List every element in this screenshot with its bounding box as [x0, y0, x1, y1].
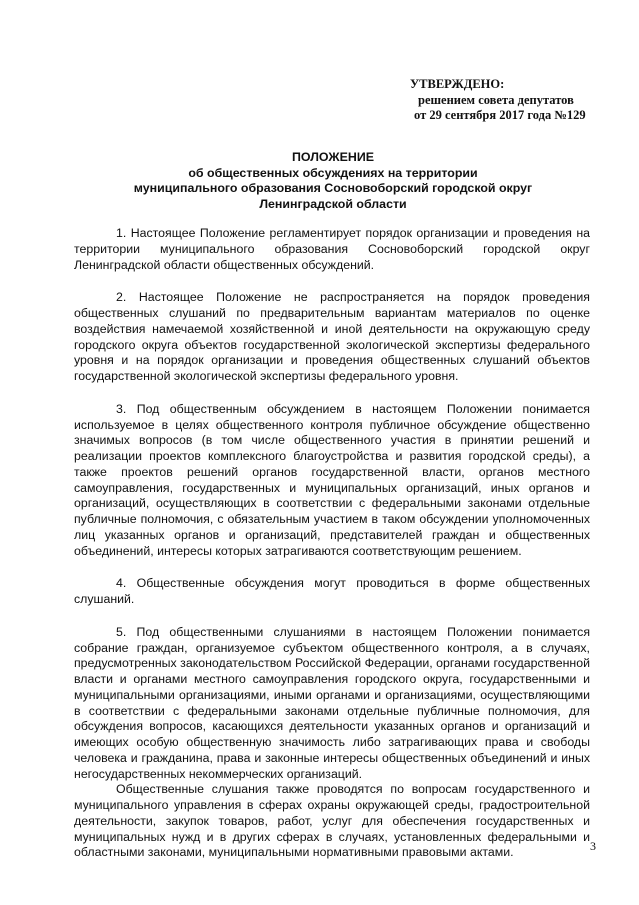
document-title	[40, 150, 626, 212]
document-body	[74, 226, 590, 861]
paragraph-5-continuation: Общественные слушания также проводятся по вопросам государственного и муниципального управления в сферах охраны окружающей среды, градостроительной деятельности, закупок товаров, работ, услуг для обеспечения государственных и муниципальных нужд и в других сферах в случаях, установленных федеральными и областными законами, муниципальными нормативными правовыми актами.	[74, 782, 590, 860]
approval-stamp	[370, 77, 620, 124]
page-number: 3	[590, 839, 596, 853]
paragraph-5: 5. Под общественными слушаниями в настоящем Положении понимается собрание граждан, организуемое субъектом общественного контроля, а в случаях, предусмотренных законодательством Российской Федерации, органами государственной власти и органами местного самоуправления городского округа, государственными и муниципальными организациями, иными органами и организациями, осуществляющими в соответствии с федеральными законами отдельные публичные полномочия, для обсуждения вопросов, касающихся деятельности указанных органов и организаций и имеющих особую общественную значимость либо затрагивающих права и свободы человека и гражданина, права и законные интересы общественных объединений и иных негосударственных некоммерческих организаций.	[74, 624, 590, 781]
title-line-4: Ленинградской области	[259, 196, 407, 211]
title-line-1: ПОЛОЖЕНИЕ	[292, 150, 374, 164]
paragraph-2: 2. Настоящее Положение не распространяется на порядок проведения общественных слушаний по предварительным вариантам материалов по оценке воздействия намечаемой хозяйственной и иной деятельности на окружающую среду городского округа объектов государственной экологической экспертизы федерального уровня и на порядок организации и проведения общественных слушаний объектов государственной экологической экспертизы федерального уровня.	[74, 290, 590, 383]
approval-decision: решением совета депутатов	[418, 92, 574, 107]
title-line-3: муниципального образования Сосновоборский городской округ	[133, 181, 533, 195]
approval-heading: УТВЕРЖДЕНО:	[410, 77, 505, 91]
paragraph-3: 3. Под общественным обсуждением в настоящем Положении понимается используемое в целях общественного контроля публичное обсуждение общественно значимых вопросов (в том числе общественного участия в принятии решений и реализации проектов комплексного благоустройства и развития городской среды), а также проектов решений органов государственной власти, органов местного самоуправления, государственных и муниципальных организаций, иных органов и организаций, осуществляющих в соответствии с федеральными законами отдельные публичные полномочия, с обязательным участием в таком обсуждении уполномоченных лиц указанных органов и организаций, представителей граждан и общественных объединений, интересы которых затрагиваются соответствующим решением.	[74, 401, 590, 558]
title-line-2: об общественных обсуждениях на территории	[188, 165, 478, 180]
paragraph-4: 4. Общественные обсуждения могут проводиться в форме общественных слушаний.	[74, 576, 590, 606]
approval-date: от 29 сентября 2017 года №129	[414, 108, 586, 122]
paragraph-1: 1. Настоящее Положение регламентирует порядок организации и проведения на территории муниципального образования Сосновоборский городской округ Ленинградской области общественных обсуждений.	[74, 226, 590, 272]
